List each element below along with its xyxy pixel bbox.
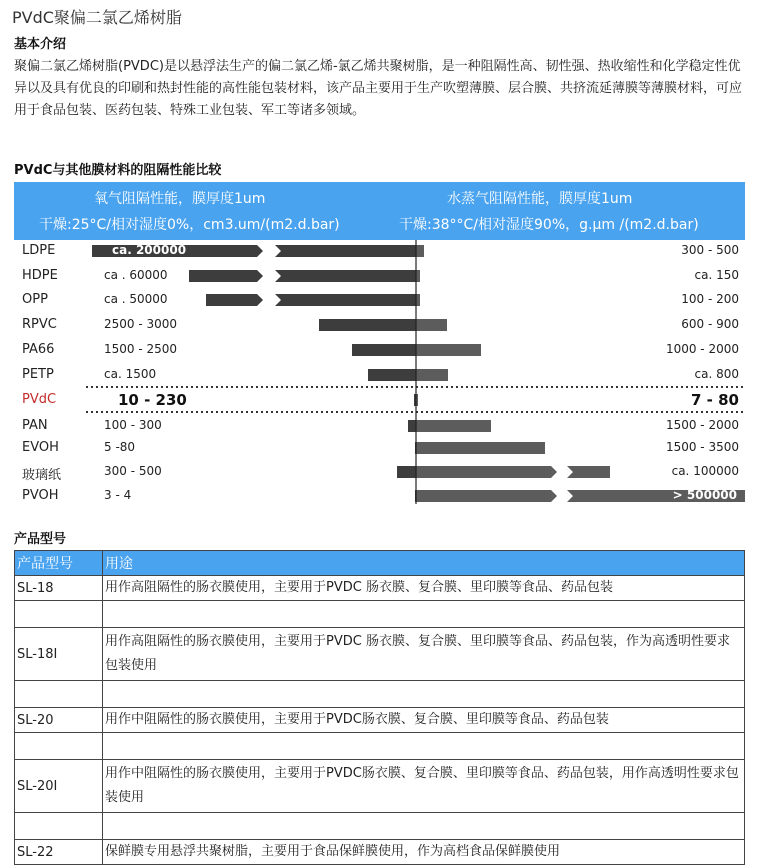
water-value-label-4: 1000 - 2000 xyxy=(665,342,739,356)
page-title: PVdC聚偏二氯乙烯树脂 xyxy=(12,8,182,27)
water-value-label-10: > 500000 xyxy=(672,488,737,502)
usage-cell xyxy=(103,601,745,628)
oxygen-bar-opp-0 xyxy=(206,294,263,306)
oxygen-bar-petp-0 xyxy=(368,369,416,381)
model-cell xyxy=(15,601,103,628)
row-label-5: PETP xyxy=(22,367,54,382)
model-cell xyxy=(15,733,103,760)
oxygen-value-label-4: 1500 - 2500 xyxy=(104,342,178,356)
water-value-label-8: 1500 - 3500 xyxy=(665,440,739,454)
table-row xyxy=(15,628,745,681)
header-usage: 用途 xyxy=(103,551,745,576)
oxygen-value-label-8: 5 -80 xyxy=(104,440,136,454)
oxygen-bar-玻璃纸-0 xyxy=(397,466,416,478)
water-value-label-3: 600 - 900 xyxy=(681,317,739,331)
table-row xyxy=(15,576,745,601)
water-value-label-9: ca. 100000 xyxy=(671,464,739,478)
usage-cell: 用作高阻隔性的肠衣膜使用，主要用于PVDC 肠衣膜、复合膜、里印膜等食品、药品包装，作为高透明性要求包装使用 xyxy=(103,628,745,681)
row-label-9: 玻璃纸 xyxy=(22,468,62,483)
water-bar-玻璃纸-0 xyxy=(416,466,557,478)
table-row xyxy=(15,681,745,708)
water-value-label-1: ca. 150 xyxy=(694,268,739,282)
usage-cell: 用作中阻隔性的肠衣膜使用，主要用于PVDC肠衣膜、复合膜、里印膜等食品、药品包装 xyxy=(103,708,745,733)
oxygen-bar-rpvc-0 xyxy=(319,319,416,331)
row-label-7: PAN xyxy=(22,418,48,433)
barrier-chart xyxy=(14,240,745,504)
model-cell xyxy=(15,681,103,708)
oxygen-bar-hdpe-0 xyxy=(189,270,263,282)
row-label-2: OPP xyxy=(22,292,48,307)
row-label-8: EVOH xyxy=(22,440,59,455)
header-model: 产品型号 xyxy=(15,551,103,576)
usage-cell: 保鲜膜专用悬浮共聚树脂，主要用于食品保鲜膜使用，作为高档食品保鲜膜使用 xyxy=(103,840,745,865)
usage-cell xyxy=(103,813,745,840)
water-value-label-0: 300 - 500 xyxy=(681,243,739,257)
water-header-subtitle: 干燥:38°°C/相对湿度90%，g.μm /(m2.d.bar) xyxy=(399,217,699,233)
row-label-3: RPVC xyxy=(22,317,57,332)
row-label-4: PA66 xyxy=(22,342,55,357)
model-cell: SL-18I xyxy=(15,628,103,681)
oxygen-bar-opp-1 xyxy=(275,294,416,306)
water-bar-pan-0 xyxy=(416,420,491,432)
models-table-body xyxy=(15,576,745,865)
chart-header xyxy=(14,182,745,240)
models-table xyxy=(14,550,745,865)
compare-heading: PVdC与其他膜材料的阻隔性能比较 xyxy=(14,163,222,178)
models-heading: 产品型号 xyxy=(14,532,67,547)
water-bar-rpvc-0 xyxy=(416,319,447,331)
table-row xyxy=(15,813,745,840)
table-row xyxy=(15,840,745,865)
water-bar-evoh-0 xyxy=(416,442,545,454)
water-bar-petp-0 xyxy=(416,369,448,381)
row-label-10: PVOH xyxy=(22,488,59,503)
model-cell: SL-22 xyxy=(15,840,103,865)
row-label-1: HDPE xyxy=(22,268,58,283)
table-row xyxy=(15,760,745,813)
oxygen-value-label-2: ca . 50000 xyxy=(104,292,168,306)
row-label-6: PVdC xyxy=(22,392,57,407)
oxygen-bar-pan-0 xyxy=(408,420,416,432)
table-row xyxy=(15,733,745,760)
table-row xyxy=(15,601,745,628)
models-table-header-row xyxy=(15,551,745,576)
usage-cell: 用作中阻隔性的肠衣膜使用，主要用于PVDC肠衣膜、复合膜、里印膜等食品、药品包装，用作高透明性要求包装使用 xyxy=(103,760,745,813)
model-cell xyxy=(15,813,103,840)
oxygen-value-label-7: 100 - 300 xyxy=(104,418,162,432)
water-bar-pvoh-0 xyxy=(416,490,557,502)
oxygen-value-label-1: ca . 60000 xyxy=(104,268,168,282)
oxygen-value-label-3: 2500 - 3000 xyxy=(104,317,178,331)
water-value-label-5: ca. 800 xyxy=(694,367,739,381)
intro-heading: 基本介绍 xyxy=(14,37,67,52)
oxygen-bar-ldpe-1 xyxy=(275,245,416,257)
oxygen-header-subtitle: 干燥:25°C/相对湿度0%，cm3.um/(m2.d.bar) xyxy=(39,217,340,233)
oxygen-value-label-0: ca. 200000 xyxy=(112,243,187,257)
usage-cell xyxy=(103,733,745,760)
oxygen-value-label-10: 3 - 4 xyxy=(104,488,132,502)
model-cell: SL-20I xyxy=(15,760,103,813)
water-value-label-7: 1500 - 2000 xyxy=(665,418,739,432)
model-cell: SL-18 xyxy=(15,576,103,601)
model-cell: SL-20 xyxy=(15,708,103,733)
oxygen-value-label-6: 10 - 230 xyxy=(118,391,187,409)
water-value-label-2: 100 - 200 xyxy=(681,292,739,306)
intro-text: 聚偏二氯乙烯树脂(PVDC)是以悬浮法生产的偏二氯乙烯-氯乙烯共聚树脂，是一种阻隔性高、韧性强、热收缩性和化学稳定性优异以及具有优良的印刷和热封性能的高性能包装材料，该产品主要用于生产吹塑薄膜、层合膜、共挤流延薄膜等薄膜材料，可应用于食品包装、医药包装、特殊工业包装、军工等诸多领域。 xyxy=(14,59,743,118)
oxygen-header-title: 氧气阻隔性能，膜厚度1um xyxy=(94,191,266,207)
usage-cell: 用作高阻隔性的肠衣膜使用，主要用于PVDC 肠衣膜、复合膜、里印膜等食品、药品包装 xyxy=(103,576,745,601)
table-row xyxy=(15,708,745,733)
oxygen-bar-pa66-0 xyxy=(352,344,416,356)
water-value-label-6: 7 - 80 xyxy=(691,391,739,409)
water-header-title: 水蒸气阻隔性能，膜厚度1um xyxy=(447,191,633,207)
water-bar-ldpe-0 xyxy=(416,245,424,257)
water-bar-玻璃纸-1 xyxy=(567,466,610,478)
usage-cell xyxy=(103,681,745,708)
water-bar-pa66-0 xyxy=(416,344,481,356)
oxygen-value-label-5: ca. 1500 xyxy=(104,367,157,381)
row-label-0: LDPE xyxy=(22,243,56,258)
oxygen-value-label-9: 300 - 500 xyxy=(104,464,162,478)
oxygen-bar-hdpe-1 xyxy=(275,270,416,282)
